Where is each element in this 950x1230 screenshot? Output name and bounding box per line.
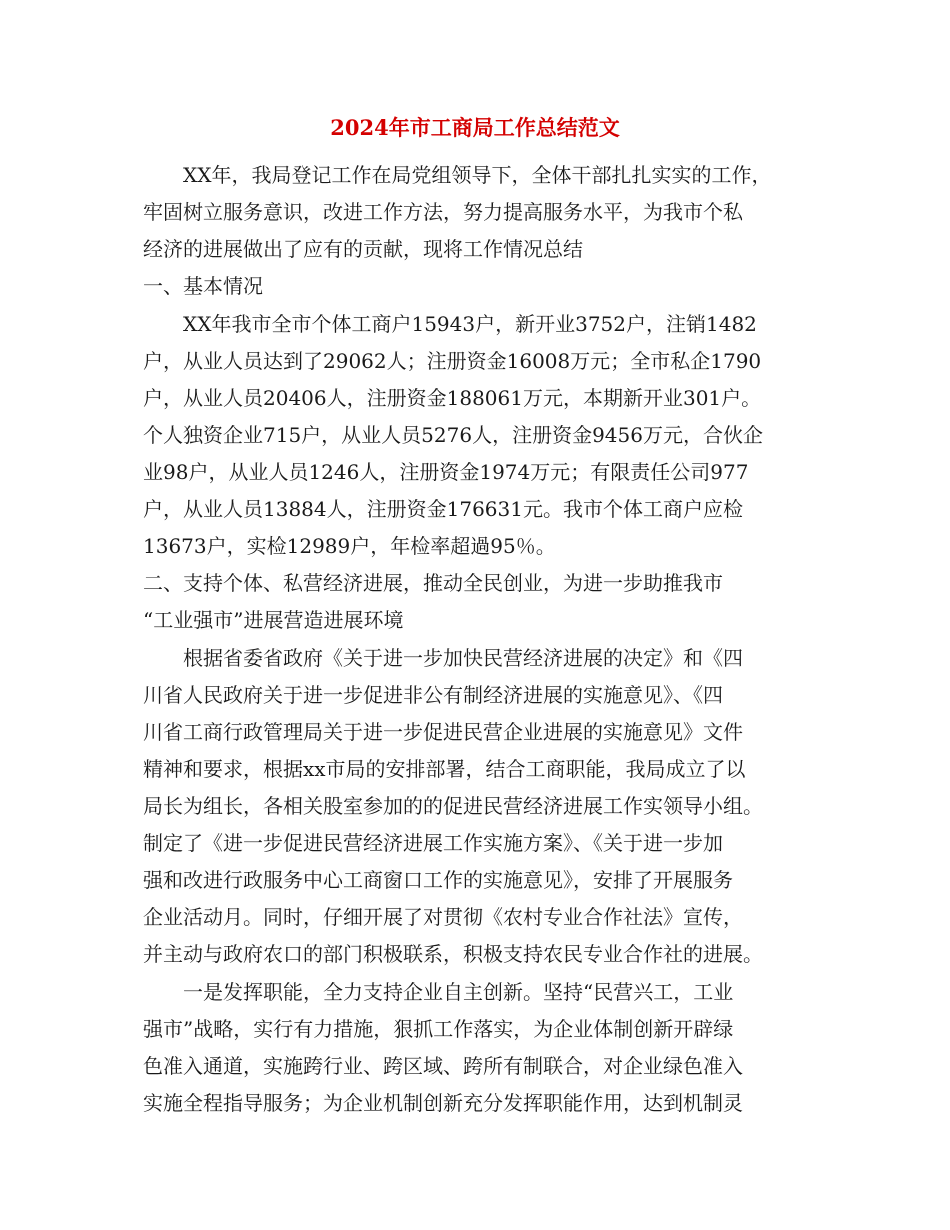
paragraph-line: XX年我市全市个体工商户15943户，新开业3752户，注销1482 [183,312,757,336]
paragraph-line: 并主动与政府农口的部门积极联系，积极支持农民专业合作社的进展。 [143,942,763,966]
section-heading: 二、支持个体、私营经济进展，推动全民创业，为进一步助推我市 [143,571,723,595]
paragraph-line: 制定了《进一步促进民营经济进展工作实施方案》、《关于进一步加 [143,831,723,855]
section-heading: 一、基本情况 [143,274,263,298]
paragraph-line: 企业活动月。同时，仔细开展了对贯彻《农村专业合作社法》宣传， [143,905,743,929]
paragraph-line: 户，从业人员达到了29062人；注册资金16008万元；全市私企1790 [143,349,762,373]
paragraph-line: 一是发挥职能，全力支持企业自主创新。坚持“民营兴工，工业 [183,980,734,1004]
paragraph-line: 根据省委省政府《关于进一步加快民营经济进展的决定》和《四 [183,646,743,670]
paragraph-line: 强和改进行政服务中心工商窗口工作的实施意见》，安排了开展服务 [143,868,733,892]
paragraph-line: 实施全程指导服务；为企业机制创新充分发挥职能作用，达到机制灵 [143,1091,743,1115]
paragraph-line: 局长为组长，各相关股室参加的的促进民营经济进展工作实领导小组。 [143,794,763,818]
paragraph-line: 川省工商行政管理局关于进一步促进民营企业进展的实施意见》文件 [143,720,743,744]
paragraph-line: 13673户，实检12989户，年检率超過95％。 [143,534,556,558]
paragraph-line: 色准入通道，实施跨行业、跨区域、跨所有制联合，对企业绿色准入 [143,1054,743,1078]
paragraph-line: XX年，我局登记工作在局党组领导下，全体干部扎扎实实的工作， [183,163,772,187]
paragraph-line: 户，从业人员20406人，注册资金188061万元，本期新开业301户。 [143,386,762,410]
paragraph-line: 川省人民政府关于进一步促进非公有制经济进展的实施意见》、《四 [143,683,723,707]
document-title: 2024年市工商局工作总结范文 [330,115,620,140]
paragraph-line: 业98户，从业人员1246人，注册资金1974万元；有限责任公司977 [143,460,749,484]
paragraph-line: 个人独资企业715户，从业人员5276人，注册资金9456万元，合伙企 [143,423,763,447]
paragraph-line: 精神和要求，根据xx市局的安排部署，结合工商职能，我局成立了以 [143,757,746,781]
paragraph-line: 经济的进展做出了应有的贡献，现将工作情况总结 [143,237,583,261]
paragraph-line: 强市”战略，实行有力措施，狠抓工作落实，为企业体制创新开辟绿 [143,1017,734,1041]
section-heading: “工业强市”进展营造进展环境 [143,608,404,632]
paragraph-line: 牢固树立服务意识，改进工作方法，努力提高服务水平，为我市个私 [143,200,743,224]
paragraph-line: 户，从业人员13884人，注册资金176631元。我市个体工商户应检 [143,497,743,521]
